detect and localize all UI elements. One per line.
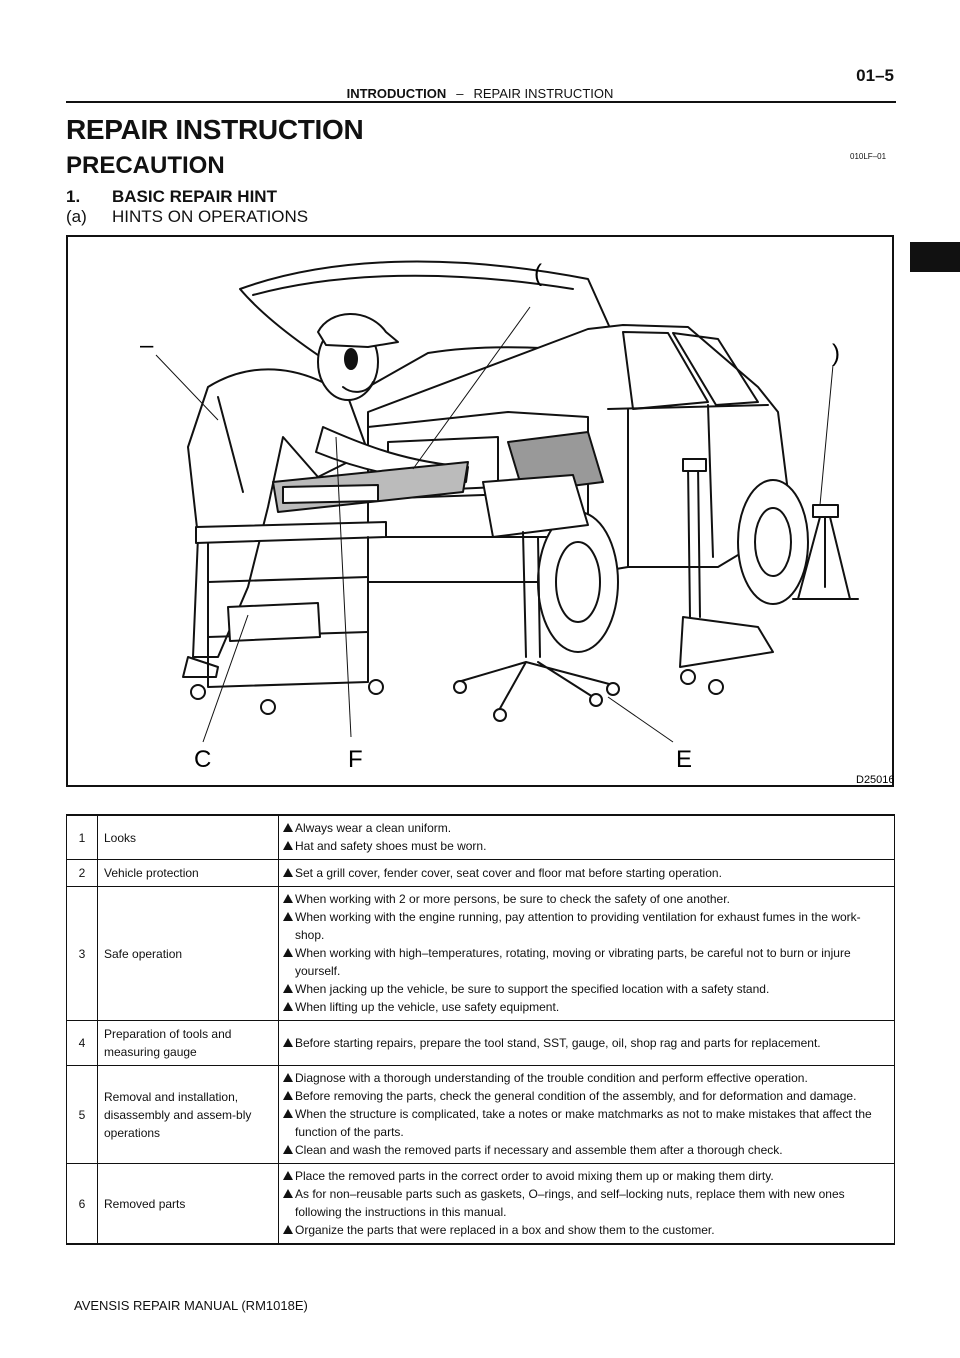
page-title: REPAIR INSTRUCTION	[66, 114, 364, 145]
page-number: 01–5	[856, 66, 894, 85]
table-row	[67, 860, 895, 887]
row-topic: Preparation of tools and measuring gauge	[98, 1021, 279, 1066]
row-details	[279, 815, 895, 860]
row-number: 3	[67, 887, 98, 1021]
row-topic: Removed parts	[98, 1164, 279, 1245]
table-row	[67, 1164, 895, 1245]
subheading-number: (a)	[66, 207, 87, 226]
row-topic: Removal and installation, disassembly and assem-bly operations	[98, 1066, 279, 1164]
table-row	[67, 887, 895, 1021]
table-row	[67, 1021, 895, 1066]
hint-item: Before removing the parts, check the general condition of the assembly, and for deformation and damage.	[285, 1087, 888, 1105]
callout-label: )	[832, 340, 840, 367]
row-details	[279, 1164, 895, 1245]
callout-label: F	[348, 746, 363, 773]
row-topic: Vehicle protection	[98, 860, 279, 887]
hint-item: When working with 2 or more persons, be sure to check the safety of one another.	[285, 890, 888, 908]
callout-label: E	[676, 746, 693, 773]
row-number: 5	[67, 1066, 98, 1164]
hint-item: When working with high–temperatures, rotating, moving or vibrating parts, be careful not to burn or injure yourself.	[285, 944, 888, 980]
figure-code: D25016	[856, 774, 895, 786]
row-details	[279, 887, 895, 1021]
callout-label: C	[194, 746, 212, 773]
subheading-text: HINTS ON OPERATIONS	[112, 207, 309, 226]
doc-code: 010LF–01	[850, 152, 887, 161]
callout-label: –	[140, 332, 154, 359]
hint-item: As for non–reusable parts such as gaskets, O–rings, and self–locking nuts, replace them with new ones following the instructions in this manual.	[285, 1185, 888, 1221]
hint-item: Before starting repairs, prepare the tool stand, SST, gauge, oil, shop rag and parts for replacement.	[285, 1034, 888, 1052]
header-separator: –	[456, 86, 464, 101]
row-details	[279, 1066, 895, 1164]
row-number: 6	[67, 1164, 98, 1245]
hint-item: Clean and wash the removed parts if necessary and assemble them after a thorough check.	[285, 1141, 888, 1159]
row-number: 1	[67, 815, 98, 860]
callout-label: (	[534, 260, 542, 287]
hint-item: When lifting up the vehicle, use safety equipment.	[285, 998, 888, 1016]
hint-item: When the structure is complicated, take a notes or make matchmarks as not to make mistakes that affect the function of the parts.	[285, 1105, 888, 1141]
hint-item: Diagnose with a thorough understanding of the trouble condition and perform effective operation.	[285, 1069, 888, 1087]
row-details	[279, 1021, 895, 1066]
hint-item: Always wear a clean uniform.	[285, 819, 888, 837]
table-row	[67, 1066, 895, 1164]
heading-basic-repair-hint	[66, 187, 277, 207]
row-number: 2	[67, 860, 98, 887]
section-title: PRECAUTION	[66, 152, 225, 179]
row-topic: Looks	[98, 815, 279, 860]
illustration-frame	[66, 235, 894, 787]
hint-item: Hat and safety shoes must be worn.	[285, 837, 888, 855]
section-tab-marker	[910, 242, 960, 272]
hints-table	[66, 814, 895, 1245]
footer-manual-title: AVENSIS REPAIR MANUAL (RM1018E)	[74, 1298, 308, 1313]
header-rule	[66, 101, 896, 103]
hint-item: Set a grill cover, fender cover, seat cover and floor mat before starting operation.	[285, 864, 888, 882]
header-section: INTRODUCTION	[346, 86, 447, 101]
heading-text: BASIC REPAIR HINT	[112, 187, 277, 206]
row-topic: Safe operation	[98, 887, 279, 1021]
table-row	[67, 815, 895, 860]
hint-item: Organize the parts that were replaced in a box and show them to the customer.	[285, 1221, 888, 1239]
hint-item: Place the removed parts in the correct order to avoid mixing them up or making them dirty.	[285, 1167, 888, 1185]
hint-item: When working with the engine running, pay attention to providing ventilation for exhaust fumes in the work-shop.	[285, 908, 888, 944]
heading-number: 1.	[66, 187, 81, 206]
subheading-hints	[66, 207, 308, 227]
mechanic-car-illustration	[68, 237, 896, 789]
row-details	[279, 860, 895, 887]
row-number: 4	[67, 1021, 98, 1066]
running-header	[0, 86, 960, 101]
hint-item: When jacking up the vehicle, be sure to support the specified location with a safety stand.	[285, 980, 888, 998]
header-subsection: REPAIR INSTRUCTION	[473, 86, 614, 101]
